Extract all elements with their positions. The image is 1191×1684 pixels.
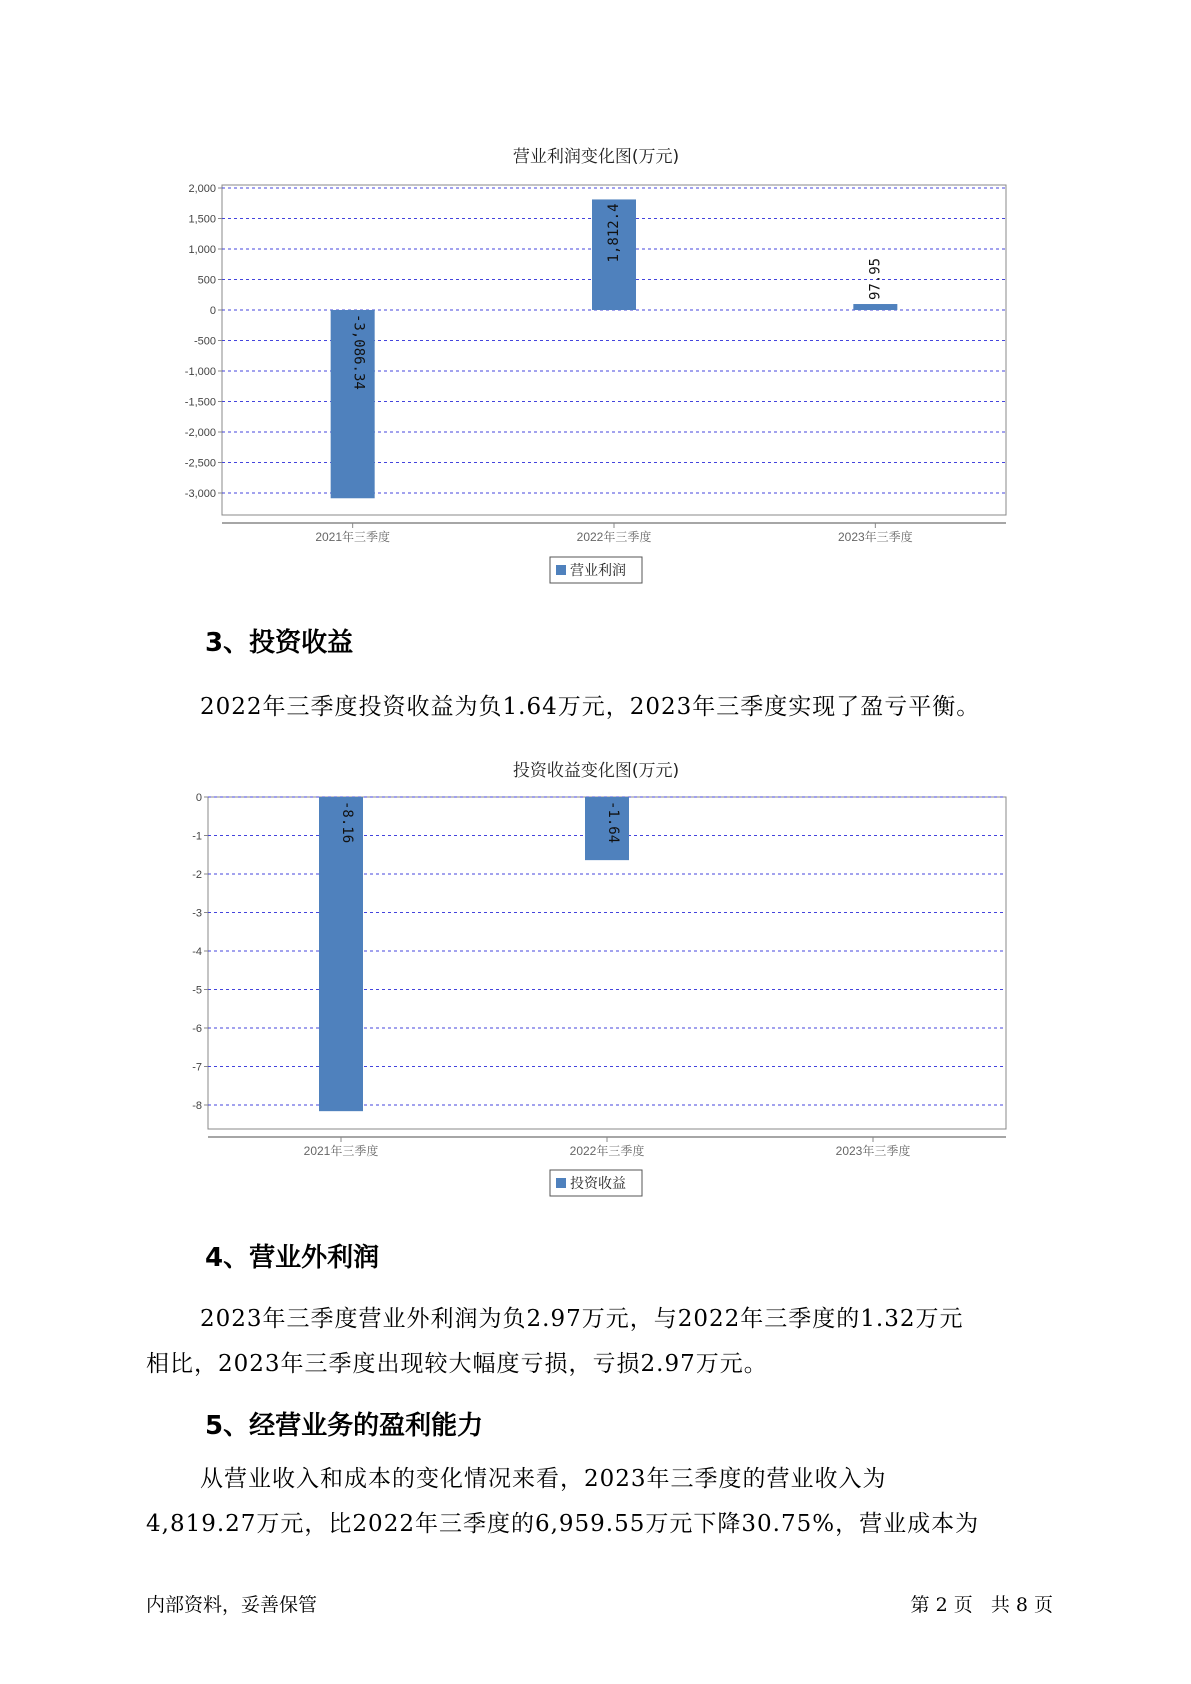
y-tick-label: -4 bbox=[192, 946, 202, 958]
y-tick-label: 1,500 bbox=[188, 213, 216, 226]
x-tick-label: 2021年三季度 bbox=[315, 530, 391, 544]
data-label: 1,812.4 bbox=[606, 203, 622, 263]
footer-confidential: 内部资料，妥善保管 bbox=[146, 1594, 318, 1616]
y-tick-label: -7 bbox=[192, 1061, 202, 1074]
y-tick-label: -1 bbox=[192, 830, 202, 843]
section-5-line-2: 4,819.27万元，比2022年三季度的6,959.55万元下降30.75%，营业成本为 bbox=[146, 1511, 980, 1537]
legend-label: 投资收益 bbox=[570, 1176, 626, 1192]
y-tick-label: -3,000 bbox=[184, 488, 216, 500]
y-tick-label: -2 bbox=[192, 869, 202, 881]
section-5-line-1: 从营业收入和成本的变化情况来看，2023年三季度的营业收入为 bbox=[200, 1466, 887, 1492]
y-tick-label: -6 bbox=[192, 1023, 202, 1035]
legend-label: 营业利润 bbox=[570, 563, 626, 579]
y-tick-label: -5 bbox=[192, 984, 202, 997]
y-tick-label: -1,000 bbox=[184, 366, 216, 378]
section-4-line-1: 2023年三季度营业外利润为负2.97万元，与2022年三季度的1.32万元 bbox=[200, 1306, 964, 1332]
section-3-line-1: 2022年三季度投资收益为负1.64万元，2023年三季度实现了盈亏平衡。 bbox=[200, 694, 981, 720]
legend-swatch bbox=[556, 565, 566, 575]
x-tick-label: 2022年三季度 bbox=[576, 530, 652, 544]
x-tick-label: 2021年三季度 bbox=[303, 1144, 379, 1158]
bar bbox=[853, 304, 897, 310]
operating-profit-chart-svg bbox=[0, 140, 1191, 600]
chart-title: 营业利润变化图(万元) bbox=[512, 147, 680, 167]
investment-income-chart-svg bbox=[0, 754, 1191, 1214]
section-4-line-2: 相比，2023年三季度出现较大幅度亏损，亏损2.97万元。 bbox=[146, 1351, 768, 1377]
y-tick-label: 2,000 bbox=[188, 183, 216, 195]
y-tick-label: -2,000 bbox=[184, 427, 216, 439]
y-tick-label: 1,000 bbox=[188, 244, 216, 256]
operating-profit-chart bbox=[0, 140, 1191, 600]
y-tick-label: -500 bbox=[193, 335, 216, 348]
section-heading-5: 5、经营业务的盈利能力 bbox=[205, 1411, 484, 1441]
legend-swatch bbox=[556, 1178, 566, 1188]
x-tick-label: 2023年三季度 bbox=[837, 530, 913, 544]
y-tick-label: -3 bbox=[192, 907, 202, 920]
section-heading-3: 3、投资收益 bbox=[205, 628, 354, 658]
y-tick-label: -1,500 bbox=[184, 396, 216, 409]
y-tick-label: 500 bbox=[197, 274, 216, 287]
investment-income-chart bbox=[0, 754, 1191, 1214]
chart-title: 投资收益变化图(万元) bbox=[512, 761, 680, 781]
x-tick-label: 2023年三季度 bbox=[835, 1144, 911, 1158]
section-heading-4: 4、营业外利润 bbox=[205, 1243, 380, 1273]
data-label: -3,086.34 bbox=[350, 314, 367, 390]
y-tick-label: -2,500 bbox=[184, 457, 216, 470]
footer-page-number: 第 2 页 共 8 页 bbox=[910, 1594, 1053, 1616]
y-tick-label: 0 bbox=[195, 792, 202, 804]
data-label: -8.16 bbox=[339, 801, 355, 844]
y-tick-label: -8 bbox=[192, 1100, 202, 1112]
x-tick-label: 2022年三季度 bbox=[569, 1144, 645, 1158]
data-label: -1.64 bbox=[605, 801, 621, 844]
y-tick-label: 0 bbox=[209, 305, 216, 317]
data-label: 97.95 bbox=[867, 257, 884, 301]
bar bbox=[319, 797, 363, 1111]
